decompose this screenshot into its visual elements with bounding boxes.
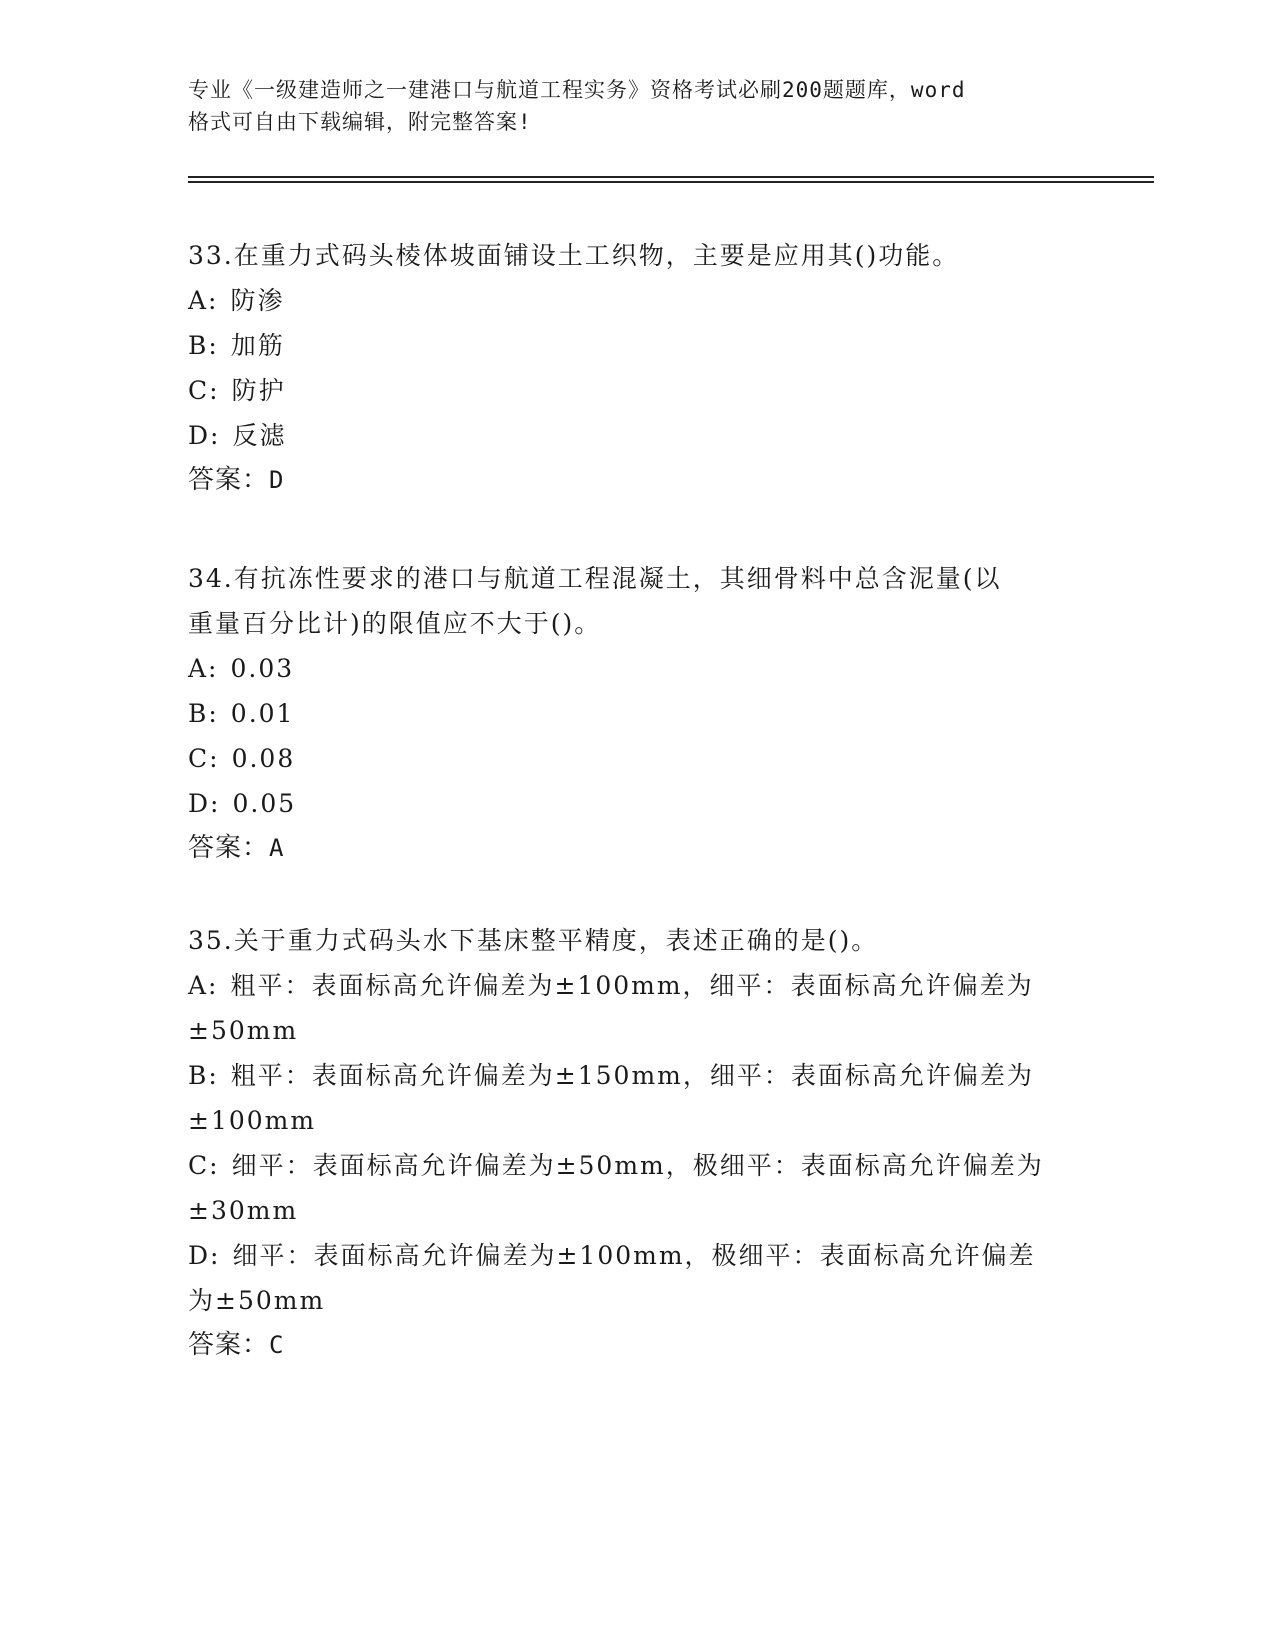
answer-value: C [269,1331,285,1359]
option-d [188,413,1088,458]
option-b-continued: ±100mm [188,1106,317,1135]
option-d [188,781,1088,826]
option-a [188,278,1088,323]
option-key: D: [188,1241,221,1270]
option-text: 细平：表面标高允许偏差为±50mm，极细平：表面标高允许偏差为 [231,1151,1044,1180]
option-key: B: [188,331,219,360]
answer [188,458,1088,503]
option-a-continued: ±50mm [188,1016,299,1045]
option-key: B: [188,699,219,728]
option-text: 0.08 [231,744,296,773]
option-a [188,963,1088,1008]
option-text: 粗平：表面标高允许偏差为±150mm，细平：表面标高允许偏差为 [230,1061,1034,1090]
option-c-continued: ±30mm [188,1196,299,1225]
option-key: C: [188,744,220,773]
option-b [188,691,1088,736]
option-key: B: [188,1061,219,1090]
option-d-continued: 为±50mm [188,1286,326,1315]
answer-label: 答案： [188,1330,270,1360]
header-line-2: 格式可自由下载编辑，附完整答案! [188,110,532,134]
answer [188,1323,1088,1368]
option-a [188,646,1088,691]
option-key: D: [188,421,221,450]
answer [188,826,1088,871]
option-key: C: [188,1151,220,1180]
option-c [188,736,1088,781]
option-text: 0.05 [232,789,297,818]
question-stem: 33.在重力式码头棱体坡面铺设土工织物，主要是应用其()功能。 [188,241,960,270]
header-divider-bottom [188,181,1154,183]
question-35 [188,918,1088,1368]
option-key: D: [188,789,221,818]
option-text: 粗平：表面标高允许偏差为±100mm，细平：表面标高允许偏差为 [230,971,1034,1000]
question-stem-continued: 重量百分比计)的限值应不大于()。 [188,609,602,638]
header-line-1: 专业《一级建造师之一建港口与航道工程实务》资格考试必刷200题题库，word [188,78,966,102]
answer-value: D [269,466,285,494]
option-key: A: [188,971,219,1000]
option-text: 反滤 [232,421,287,450]
option-key: A: [188,286,219,315]
question-stem: 35.关于重力式码头水下基床整平精度，表述正确的是()。 [188,926,879,955]
option-d [188,1233,1088,1278]
option-b [188,1053,1088,1098]
question-stem: 34.有抗冻性要求的港口与航道工程混凝土，其细骨料中总含泥量(以 [188,564,1002,593]
question-33 [188,233,1088,503]
answer-label: 答案： [188,833,270,863]
option-b [188,323,1088,368]
option-text: 防渗 [230,286,285,315]
question-34 [188,556,1088,871]
option-key: A: [188,654,219,683]
option-text: 防护 [231,376,286,405]
option-text: 0.03 [230,654,295,683]
option-text: 细平：表面标高允许偏差为±100mm，极细平：表面标高允许偏差 [232,1241,1036,1270]
document-header [188,74,1068,138]
option-text: 0.01 [230,699,295,728]
option-key: C: [188,376,220,405]
answer-value: A [269,834,285,862]
option-c [188,1143,1088,1188]
option-text: 加筋 [230,331,285,360]
answer-label: 答案： [188,465,270,495]
option-c [188,368,1088,413]
header-divider-top [188,176,1154,178]
